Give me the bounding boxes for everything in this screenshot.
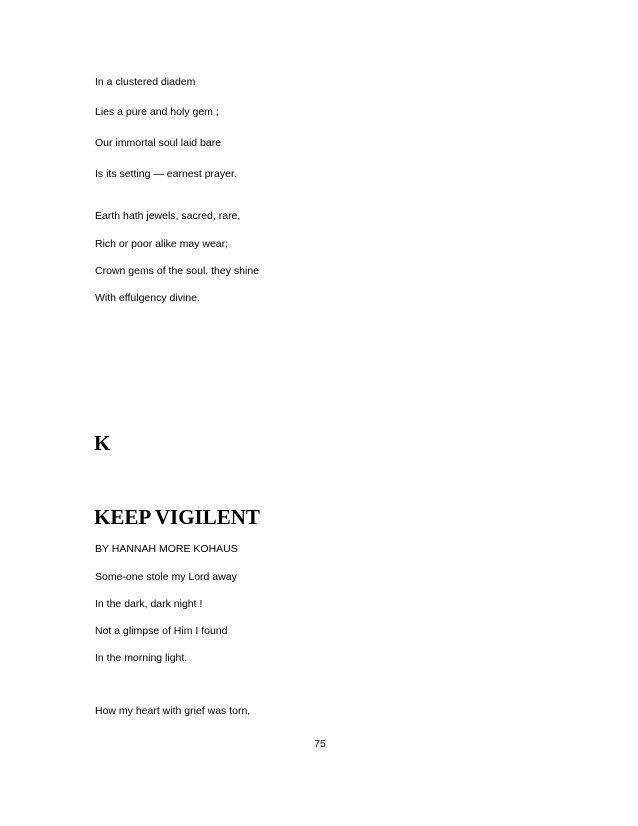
poem-line: Rich or poor alike may wear; bbox=[95, 238, 229, 250]
poem-line: With effulgency divine. bbox=[95, 292, 200, 304]
byline: BY HANNAH MORE KOHAUS bbox=[95, 543, 238, 555]
poem-title: KEEP VIGILENT bbox=[94, 505, 260, 529]
poem-line: Crown gems of the soul, they shine bbox=[95, 265, 260, 277]
poem-line: Lies a pure and holy gem ; bbox=[95, 106, 219, 118]
poem-line: Our immortal soul laid bare bbox=[95, 137, 222, 149]
poem-line: Earth hath jewels, sacred, rare, bbox=[95, 210, 241, 222]
poem-line: Some-one stole my Lord away bbox=[95, 571, 237, 583]
poem-line: Is its setting — earnest prayer. bbox=[95, 168, 237, 180]
poem-line: In a clustered diadem bbox=[95, 76, 196, 88]
page-number: 75 bbox=[314, 738, 326, 750]
poem-line: Not a glimpse of Him I found bbox=[95, 625, 228, 637]
section-letter-heading: K bbox=[94, 431, 111, 455]
poem-line: In the dark, dark night ! bbox=[95, 598, 203, 610]
poem-line: In the morning light. bbox=[95, 652, 188, 664]
poem-line: How my heart with grief was torn, bbox=[95, 705, 251, 717]
